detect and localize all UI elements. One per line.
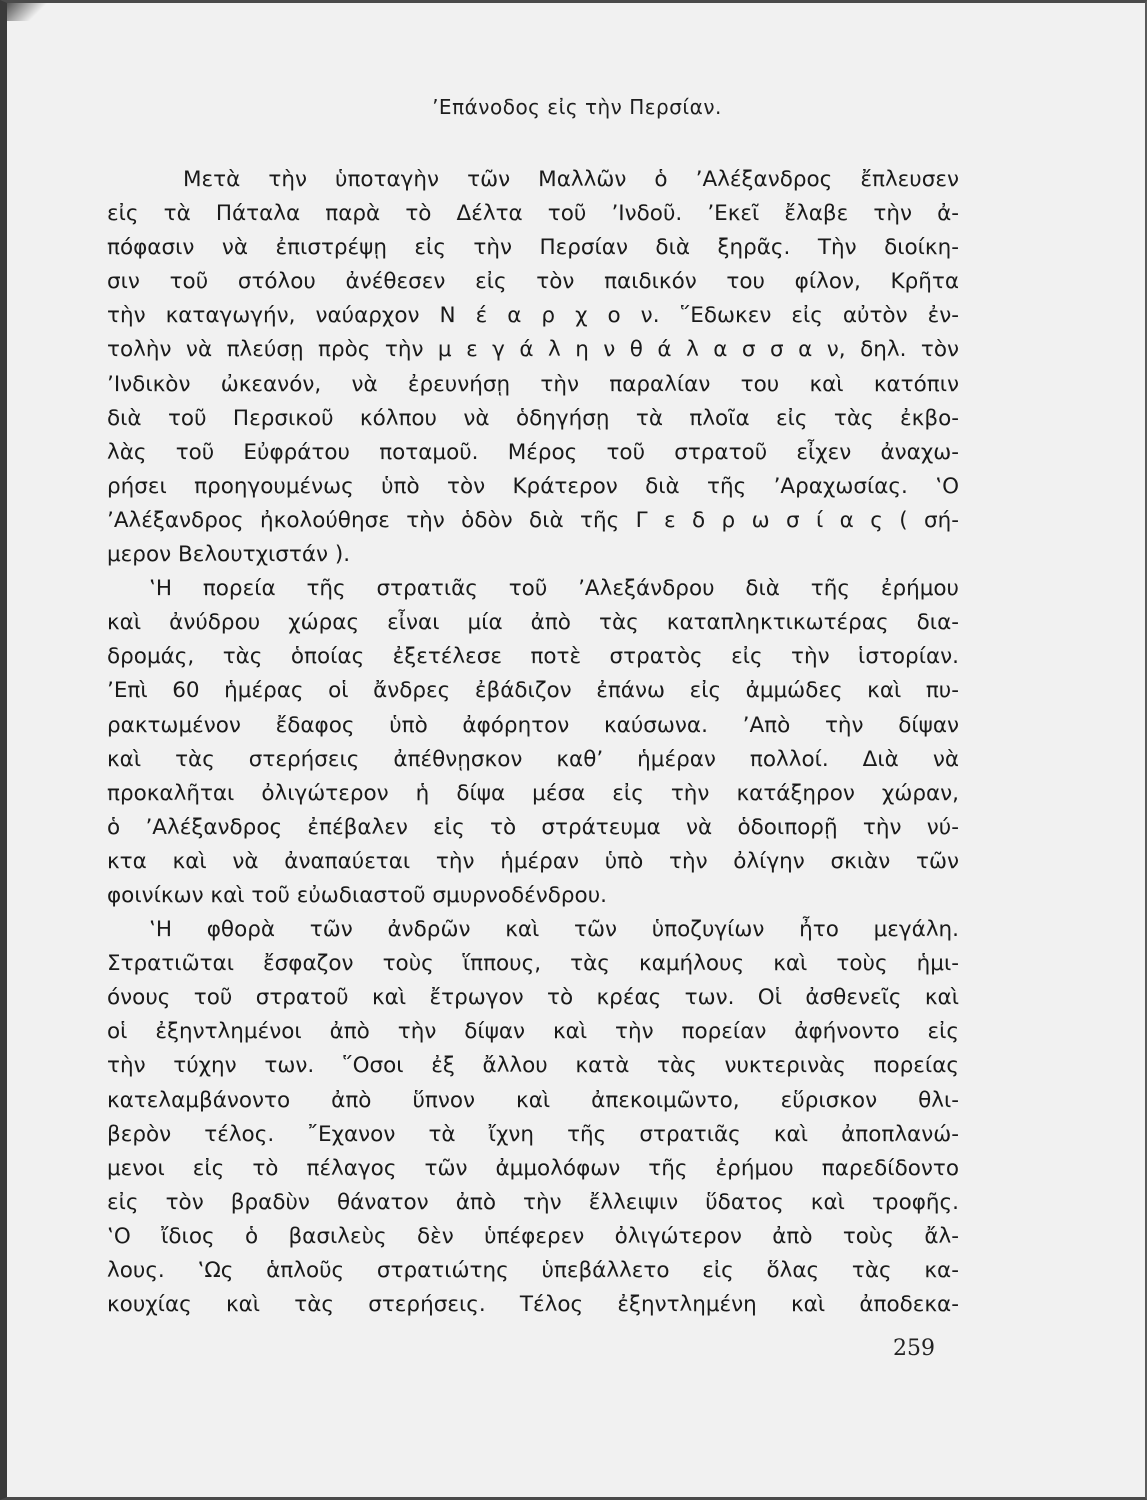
text-line: βερὸν τέλος. ῎Εχανον τὰ ἴχνη τῆς στρατιᾶς καὶ ἀποπλανώ- bbox=[107, 1121, 959, 1147]
text-line: καὶ ἀνύδρου χώρας εἶναι μία ἀπὸ τὰς καταπληκτικωτέρας δια- bbox=[107, 610, 959, 636]
text-line: διὰ τοῦ Περσικοῦ κόλπου νὰ ὁδηγήσῃ τὰ πλοῖα εἰς τὰς ἐκβο- bbox=[107, 405, 959, 431]
text-line: μενοι εἰς τὸ πέλαγος τῶν ἀμμολόφων τῆς ἐρήμου παρεδίδοντο bbox=[107, 1155, 959, 1181]
text-line: οἱ ἐξηντλημένοι ἀπὸ τὴν δίψαν καὶ τὴν πορείαν ἀφήνοντο εἰς bbox=[107, 1019, 959, 1045]
text-line: ὁ ’Αλέξανδρος ἐπέβαλεν εἰς τὸ στράτευμα νὰ ὁδοιπορῇ τὴν νύ- bbox=[107, 814, 959, 840]
text-line: σιν τοῦ στόλου ἀνέθεσεν εἰς τὸν παιδικόν του φίλον, Κρῆτα bbox=[107, 269, 959, 295]
text-line: εἰς τὰ Πάταλα παρὰ τὸ Δέλτα τοῦ ’Ινδοῦ. ’Εκεῖ ἔλαβε τὴν ἀ- bbox=[107, 201, 959, 227]
page-running-header: ’Επάνοδος εἰς τὴν Περσίαν. bbox=[432, 95, 722, 119]
text-line: ρακτωμένον ἔδαφος ὑπὸ ἀφόρητον καύσωνα. ’Απὸ τὴν δίψαν bbox=[107, 712, 959, 738]
text-line: ’Αλέξανδρος ἠκολούθησε τὴν ὁδὸν διὰ τῆς Γ ε δ ρ ω σ ί α ς ( σή- bbox=[107, 507, 959, 533]
text-line: Μετὰ τὴν ὑποταγὴν τῶν Μαλλῶν ὁ ’Αλέξανδρος ἔπλευσεν bbox=[183, 167, 959, 192]
text-line: δρομάς, τὰς ὁποίας ἐξετέλεσε ποτὲ στρατὸς εἰς τὴν ἱστορίαν. bbox=[107, 644, 959, 670]
text-line: Στρατιῶται ἔσφαζον τοὺς ἵππους, τὰς καμήλους καὶ τοὺς ἡμι- bbox=[107, 951, 959, 977]
text-line: όνους τοῦ στρατοῦ καὶ ἔτρωγον τὸ κρέας των. Οἱ ἀσθενεῖς καὶ bbox=[107, 985, 959, 1011]
text-line: κατελαμβάνοντο ἀπὸ ὕπνον καὶ ἀπεκοιμῶντο, εὕρισκον θλι- bbox=[107, 1087, 959, 1113]
text-line: φοινίκων καὶ τοῦ εὐωδιαστοῦ σμυρνοδένδρου. bbox=[107, 882, 607, 908]
text-line: ’Ινδικὸν ὠκεανόν, νὰ ἐρευνήσῃ τὴν παραλίαν του καὶ κατόπιν bbox=[107, 371, 959, 397]
text-line: λὰς τοῦ Εὐφράτου ποταμοῦ. Μέρος τοῦ στρατοῦ εἶχεν ἀναχω- bbox=[107, 439, 959, 465]
text-line: μερον Βελουτχιστάν ). bbox=[107, 542, 351, 568]
text-line: τὴν τύχην των. ῞Οσοι ἐξ ἄλλου κατὰ τὰς νυκτερινὰς πορείας bbox=[107, 1053, 959, 1079]
text-line: κουχίας καὶ τὰς στερήσεις. Τέλος ἐξηντλημένη καὶ ἀποδεκα- bbox=[107, 1292, 959, 1318]
text-line: ‛Η φθορὰ τῶν ἀνδρῶν καὶ τῶν ὑποζυγίων ἦτο μεγάλη. bbox=[149, 917, 959, 943]
text-line: καὶ τὰς στερήσεις ἀπέθνῃσκον καθ’ ἡμέραν πολλοί. Διὰ νὰ bbox=[107, 746, 959, 772]
page-number: 259 bbox=[893, 1336, 935, 1361]
text-line: πόφασιν νὰ ἐπιστρέψῃ εἰς τὴν Περσίαν διὰ ξηρᾶς. Τὴν διοίκη- bbox=[107, 235, 959, 261]
text-line: τολὴν νὰ πλεύσῃ πρὸς τὴν μ ε γ ά λ η ν θ ά λ α σ σ α ν, δηλ. τὸν bbox=[107, 337, 959, 363]
text-line: ‛Ο ἴδιος ὁ βασιλεὺς δὲν ὑπέφερεν ὀλιγώτερον ἀπὸ τοὺς ἄλ- bbox=[107, 1223, 959, 1249]
scan-corner-shadow bbox=[7, 3, 47, 21]
page-body-text bbox=[107, 163, 959, 1322]
text-line: λους. ‛Ως ἁπλοῦς στρατιώτης ὑπεβάλλετο εἰς ὅλας τὰς κα- bbox=[107, 1258, 959, 1283]
text-line: εἰς τὸν βραδὺν θάνατον ἀπὸ τὴν ἔλλειψιν ὕδατος καὶ τροφῆς. bbox=[107, 1189, 959, 1215]
text-line: ρήσει προηγουμένως ὑπὸ τὸν Κράτερον διὰ τῆς ’Αραχωσίας. ‛Ο bbox=[107, 473, 959, 499]
text-line: κτα καὶ νὰ ἀναπαύεται τὴν ἡμέραν ὑπὸ τὴν ὀλίγην σκιὰν τῶν bbox=[107, 848, 959, 874]
text-line: προκαλῆται ὀλιγώτερον ἡ δίψα μέσα εἰς τὴν κατάξηρον χώραν, bbox=[107, 780, 959, 806]
text-line: ’Επὶ 60 ἡμέρας οἱ ἄνδρες ἐβάδιζον ἐπάνω εἰς ἀμμώδες καὶ πυ- bbox=[107, 678, 959, 704]
text-line: τὴν καταγωγήν, ναύαρχον Ν έ α ρ χ ο ν. ῞Εδωκεν εἰς αὐτὸν ἐν- bbox=[107, 303, 959, 329]
text-line: ‛Η πορεία τῆς στρατιᾶς τοῦ ’Αλεξάνδρου διὰ τῆς ἐρήμου bbox=[149, 576, 959, 602]
